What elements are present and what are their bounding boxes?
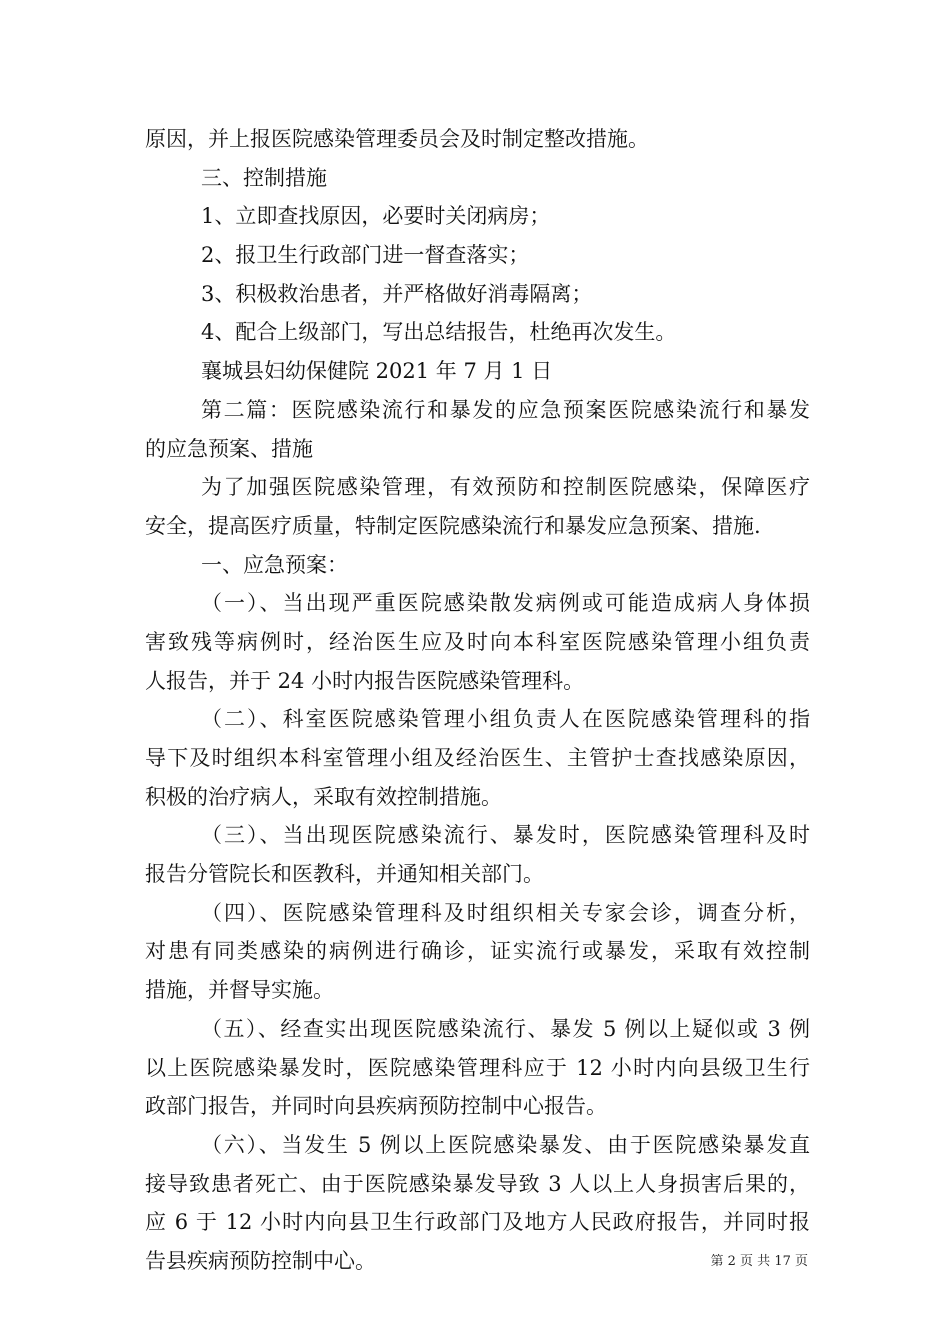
text-line: 1、立即查找原因，必要时关闭病房； bbox=[201, 204, 551, 229]
text-line: 为了加强医院感染管理，有效预防和控制医院感染，保障医疗 bbox=[201, 475, 810, 500]
text-line: 导下及时组织本科室管理小组及经治医生、主管护士查找感染原因， bbox=[145, 746, 810, 770]
text-line: 的应急预案、措施 bbox=[145, 436, 313, 461]
text-line: （四）、医院感染管理科及时组织相关专家会诊，调查分析， bbox=[201, 900, 810, 925]
text-line: 报告分管院长和医教科，并通知相关部门。 bbox=[145, 862, 544, 887]
text-line: 4、配合上级部门，写出总结报告，杜绝再次发生。 bbox=[201, 320, 677, 345]
text-line: 积极的治疗病人，采取有效控制措施。 bbox=[145, 784, 502, 809]
page-number: 第 2 页 共 17 页 bbox=[710, 1254, 808, 1269]
text-line: 第二篇：医院感染流行和暴发的应急预案医院感染流行和暴发 bbox=[201, 397, 810, 422]
text-line: （一）、当出现严重医院感染散发病例或可能造成病人身体损 bbox=[201, 591, 810, 616]
document-body bbox=[145, 120, 810, 1281]
text-line: （三）、当出现医院感染流行、暴发时，医院感染管理科及时 bbox=[201, 823, 810, 848]
text-line: 三、控制措施 bbox=[201, 165, 327, 190]
text-line: （二）、科室医院感染管理小组负责人在医院感染管理科的指 bbox=[201, 707, 810, 732]
text-line: 2、报卫生行政部门进一督查落实； bbox=[201, 243, 530, 268]
text-line: 襄城县妇幼保健院 2021 年 7 月 1 日 bbox=[201, 359, 553, 384]
text-line: 一、应急预案： bbox=[201, 552, 348, 577]
text-line: 应 6 于 12 小时内向县卫生行政部门及地方人民政府报告，并同时报 bbox=[145, 1210, 810, 1235]
text-line: 以上医院感染暴发时，医院感染管理科应于 12 小时内向县级卫生行 bbox=[145, 1055, 810, 1080]
text-line: 告县疾病预防控制中心。 bbox=[145, 1248, 376, 1273]
text-line: 对患有同类感染的病例进行确诊，证实流行或暴发，采取有效控制 bbox=[145, 939, 810, 964]
text-line: 3、积极救治患者，并严格做好消毒隔离； bbox=[201, 281, 593, 306]
text-line: 害致残等病例时，经治医生应及时向本科室医院感染管理小组负责 bbox=[145, 629, 810, 654]
text-line: 原因，并上报医院感染管理委员会及时制定整改措施。 bbox=[145, 127, 649, 151]
text-line: 接导致患者死亡、由于医院感染暴发导致 3 人以上人身损害后果的， bbox=[145, 1171, 810, 1196]
text-line: 措施，并督导实施。 bbox=[145, 978, 334, 1003]
text-line: 人报告，并于 24 小时内报告医院感染管理科。 bbox=[145, 668, 585, 693]
text-line: （五）、经查实出现医院感染流行、暴发 5 例以上疑似或 3 例 bbox=[201, 1016, 810, 1041]
text-line: 政部门报告，并同时向县疾病预防控制中心报告。 bbox=[145, 1094, 607, 1119]
text-line: （六）、当发生 5 例以上医院感染暴发、由于医院感染暴发直 bbox=[201, 1132, 810, 1157]
text-line: 安全，提高医疗质量，特制定医院感染流行和暴发应急预案、措施. bbox=[145, 513, 761, 538]
